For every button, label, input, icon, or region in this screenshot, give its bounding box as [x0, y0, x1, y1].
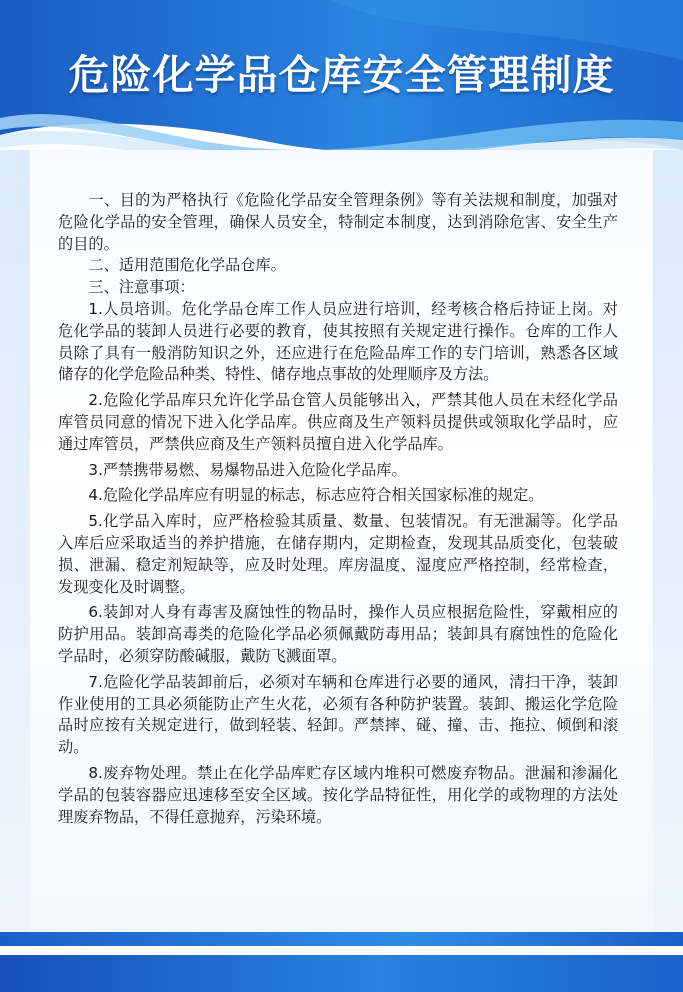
paragraph-item-5: 5.化学品入库时，应严格检验其质量、数量、包装情况。有无泄漏等。化学品入库后应采取适当的养护措施，在储存期内，定期检查，发现其品质变化，包装破损、泄漏、稳定剂短缺等，应及时处理。库房温度、湿度应严格控制，经常检查，发现变化及时调整。	[58, 512, 618, 596]
right-margin	[653, 150, 683, 932]
paragraph-item-7: 7.危险化学品装卸前后，必须对车辆和仓库进行必要的通风，清扫干净，装卸作业使用的工具必须能防止产生火花，必须有各种防护装置。装卸、搬运化学危险品时应按有关规定进行，做到轻装、轻卸。严禁摔、碰、撞、击、拖拉、倾倒和滚动。	[58, 672, 618, 757]
paragraph-item-3: 3.严禁携带易燃、易爆物品进入危险化学品库。	[88, 460, 407, 479]
left-margin	[0, 150, 30, 932]
paragraph-item-8: 8.废弃物处理。禁止在化学品库贮存区域内堆积可燃废弃物品。泄漏和渗漏化学品的包装容器应迅速移至安全区域。按化学品特征性，用化学的或物理的方法处理废弃物品，不得任意抛弃，污染环境。	[58, 763, 618, 826]
paragraph-item-1: 1.人员培训。危化学品仓库工作人员应进行培训，经考核合格后持证上岗。对危化学品的装卸人员进行必要的教育，使其按照有关规定进行操作。仓库的工作人员除了具有一般消防知识之外，还应进行在危险品库工作的专门培训，熟悉各区域储存的化学危险品种类、特性、储存地点事故的处理顺序及方法。	[58, 299, 618, 384]
footer-stripe	[0, 932, 683, 946]
header-banner	[0, 0, 683, 175]
paragraph-item-4: 4.危险化学品库应有明显的标志，标志应符合相关国家标准的规定。	[88, 486, 544, 505]
footer-bar	[0, 955, 683, 992]
page-title: 危险化学品仓库安全管理制度	[68, 51, 615, 99]
paragraph-scope: 二、适用范围危化学品仓库。	[88, 256, 286, 275]
paragraph-notes-heading: 三、注意事项：	[88, 278, 195, 297]
paragraph-purpose: 一、目的为严格执行《危险化学品安全管理条例》等有关法规和制度，加强对危险化学品的安全管理，确保人员安全，特制定本制度，达到消除危害、安全生产的目的。	[58, 191, 618, 253]
regulation-text	[58, 190, 618, 828]
paragraph-item-2: 2.危险化学品库只允许化学品仓管人员能够出入，严禁其他人员在未经化学品库管员同意的情况下进入化学品库。供应商及生产领料员提供或领取化学品时，应通过库管员，严禁供应商及生产领料员擅自进入化学品库。	[58, 391, 618, 453]
paragraph-item-6: 6.装卸对人身有毒害及腐蚀性的物品时，操作人员应根据危险性，穿戴相应的防护用品。装卸高毒类的危险化学品必须佩戴防毒用品；装卸具有腐蚀性的危险化学品时，必须穿防酸碱服，戴防飞溅面罩。	[58, 603, 618, 665]
